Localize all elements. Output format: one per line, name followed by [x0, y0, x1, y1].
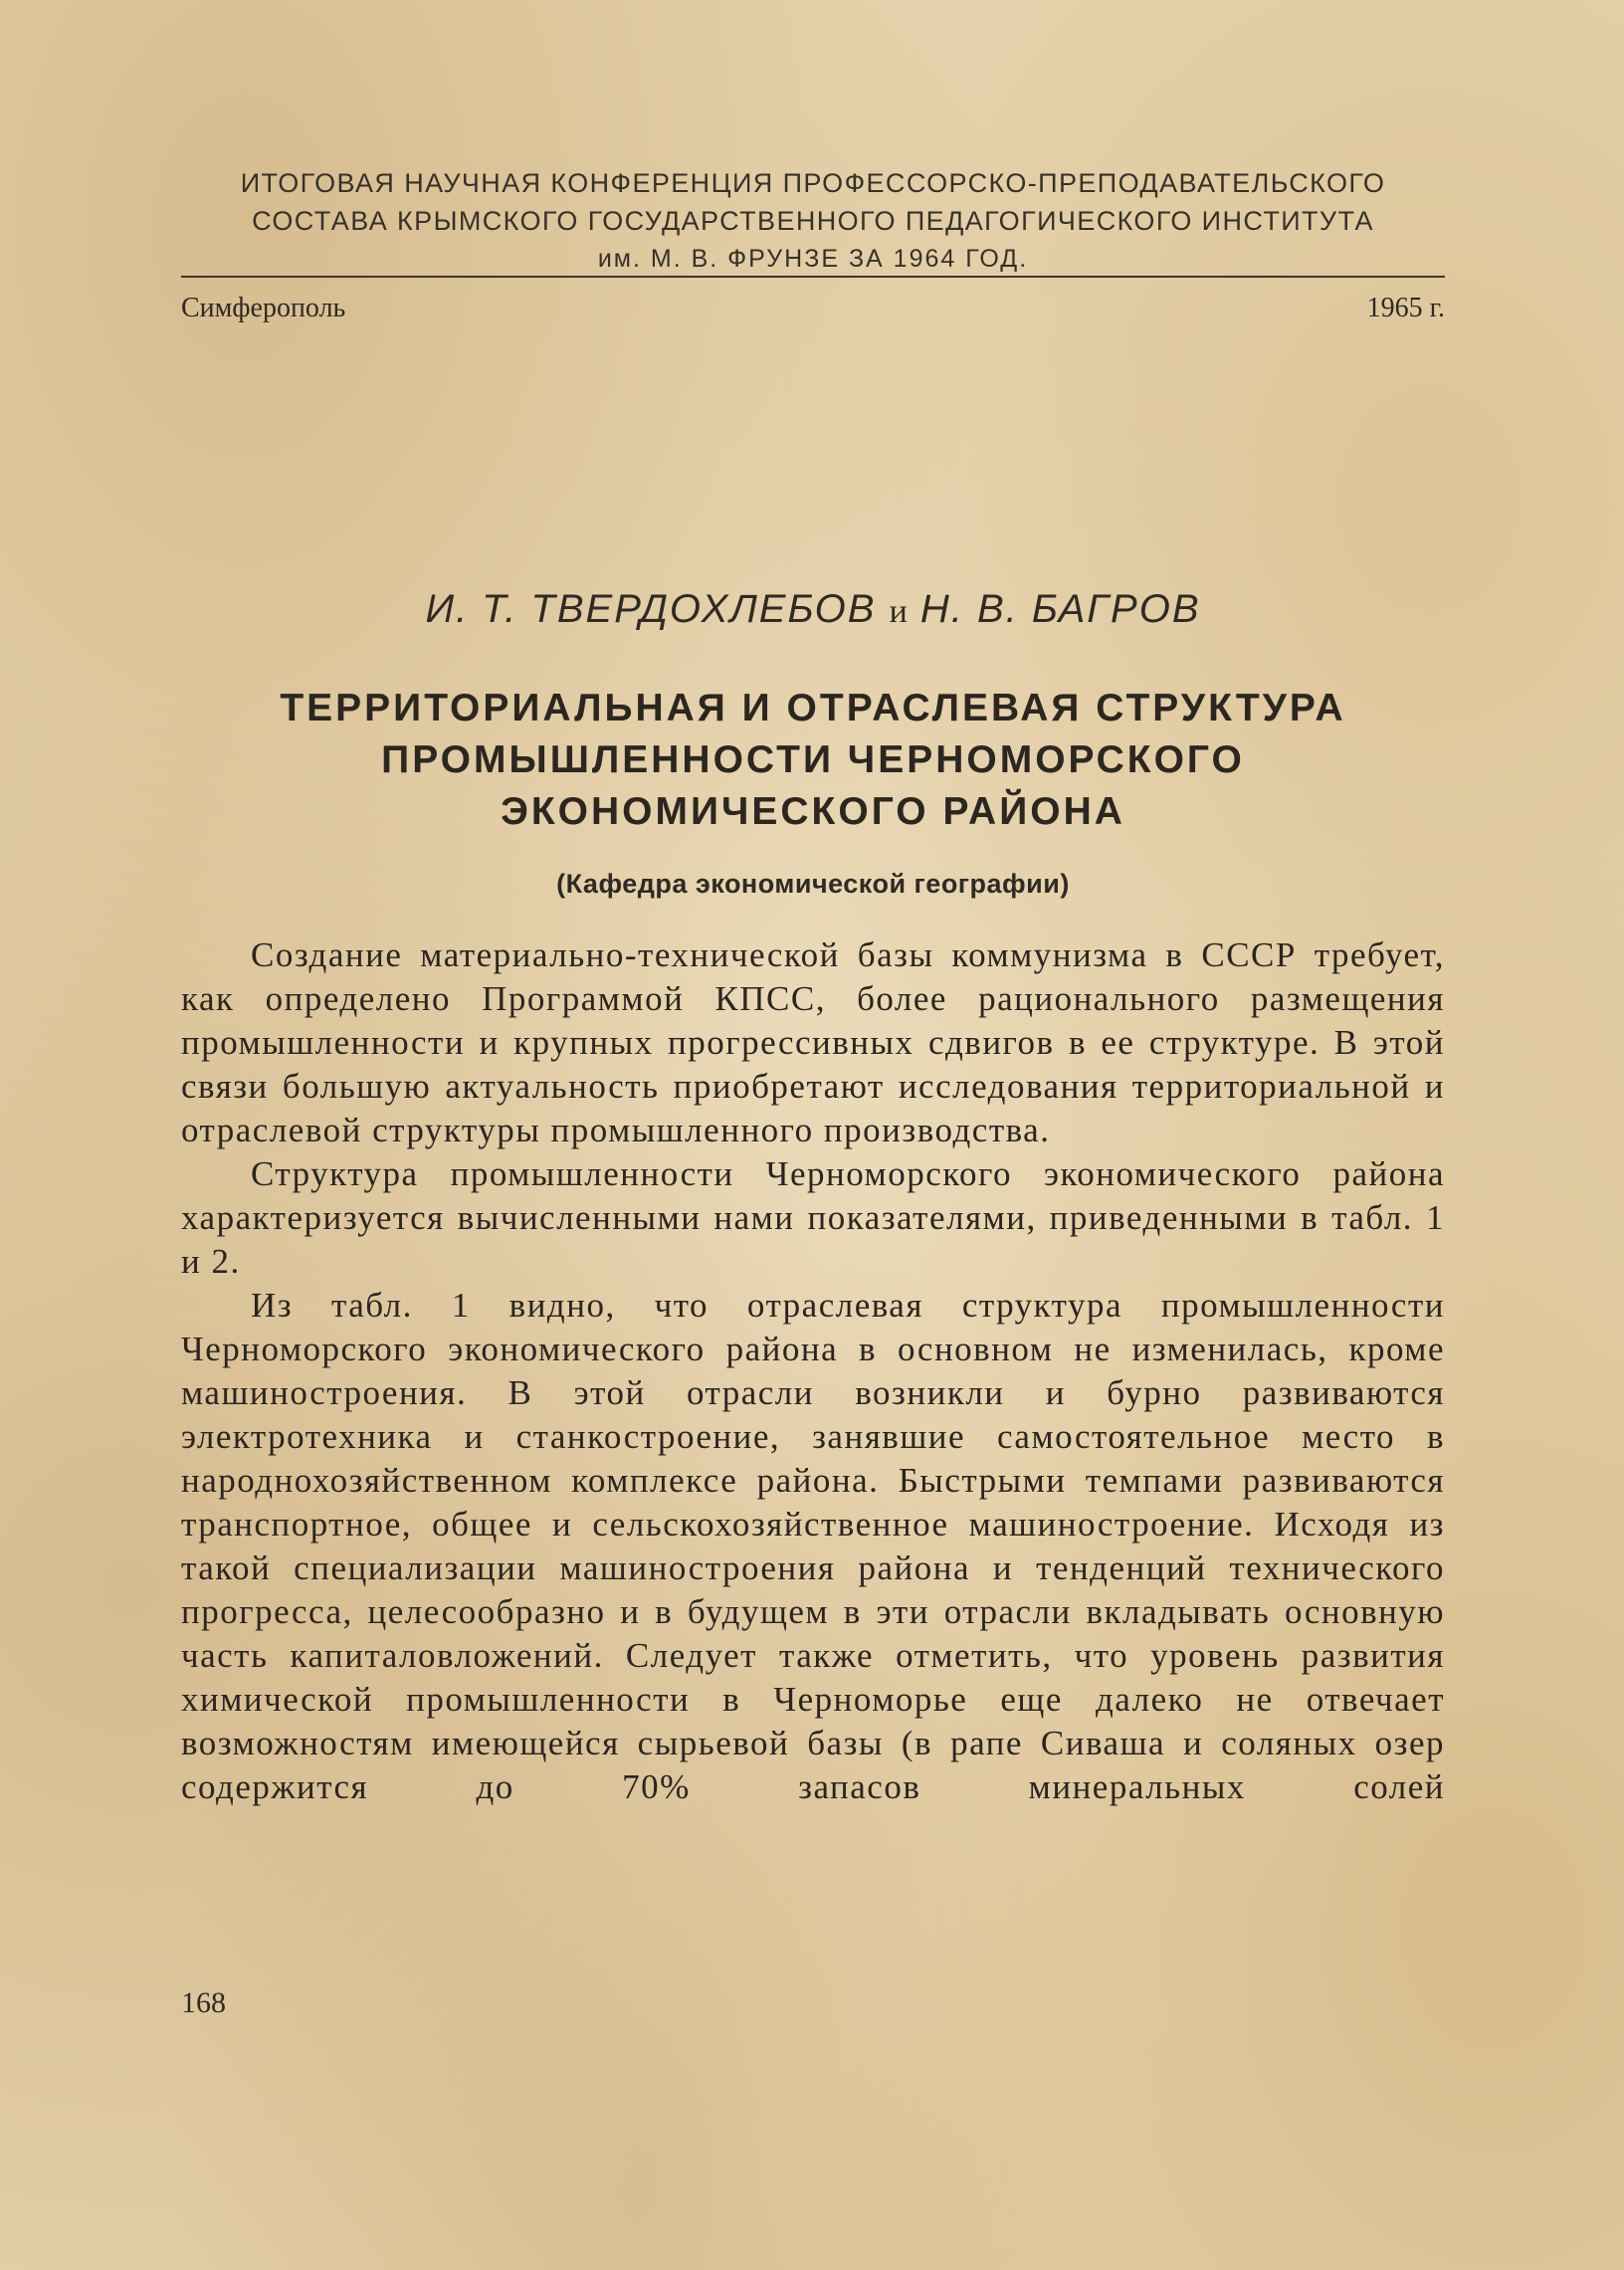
header-line-1: ИТОГОВАЯ НАУЧНАЯ КОНФЕРЕНЦИЯ ПРОФЕССОРСКО-ПРЕПОДАВАТЕЛЬСКОГО [240, 168, 1386, 198]
paragraph-1: Создание материально-технической базы коммунизма в СССР требует, как определено Программой КПСС, более рационального размещения промышленности и крупных прогрессивных сдвигов в ее структуре. В этой связи большую актуальность приобретают исследования территориальной и отраслевой структуры промышленного производства. [181, 935, 1445, 1149]
header-line-2: СОСТАВА КРЫМСКОГО ГОСУДАРСТВЕННОГО ПЕДАГОГИЧЕСКОГО ИНСТИТУТА [252, 206, 1374, 236]
paragraph-3: Из табл. 1 видно, что отраслевая структура промышленности Черноморского экономического района в основном не изменилась, кроме машиностроения. В этой отрасли возникли и бурно развиваются электротехника и станкостроение, занявшие самостоятельное место в народнохозяйственном комплексе района. Быстрыми темпами развиваются транспортное, общее и сельскохозяйственное машиностроение. Исходя из такой специализации машиностроения района и тенденций технического прогресса, целесообразно и в будущем в эти отрасли вкладывать основную часть капиталовложений. Следует также отметить, что уровень развития химической промышленности в Черноморье еще далеко не отвечает возможностям имеющейся сырьевой базы (в рапе Сиваша и соляных озер содержится до 70% запасов минеральных солей [181, 1286, 1445, 1806]
header-divider [181, 276, 1445, 278]
header-line-3: им. М. В. ФРУНЗЕ ЗА 1964 ГОД. [597, 245, 1029, 273]
author-1: И. Т. ТВЕРДОХЛЕБОВ [425, 587, 877, 631]
article-body [181, 933, 1445, 1809]
title-line-3: ЭКОНОМИЧЕСКОГО РАЙОНА [501, 790, 1125, 833]
article-authors [181, 587, 1445, 632]
title-line-1: ТЕРРИТОРИАЛЬНАЯ И ОТРАСЛЕВАЯ СТРУКТУРА [280, 687, 1346, 729]
publication-year: 1965 г. [1366, 293, 1445, 323]
title-line-2: ПРОМЫШЛЕННОСТИ ЧЕРНОМОРСКОГО [381, 738, 1245, 781]
author-conjunction: и [889, 593, 908, 630]
conference-header [181, 164, 1445, 278]
paragraph-2: Структура промышленности Черноморского экономического района характеризуется вычисленными нами показателями, приведенными в табл. 1 и 2. [181, 1154, 1445, 1281]
page-number: 168 [181, 1986, 226, 2019]
publication-city: Симферополь [181, 293, 346, 323]
department-label: (Кафедра экономической географии) [556, 869, 1070, 899]
author-2: Н. В. БАГРОВ [919, 587, 1201, 631]
article-title [181, 683, 1445, 838]
